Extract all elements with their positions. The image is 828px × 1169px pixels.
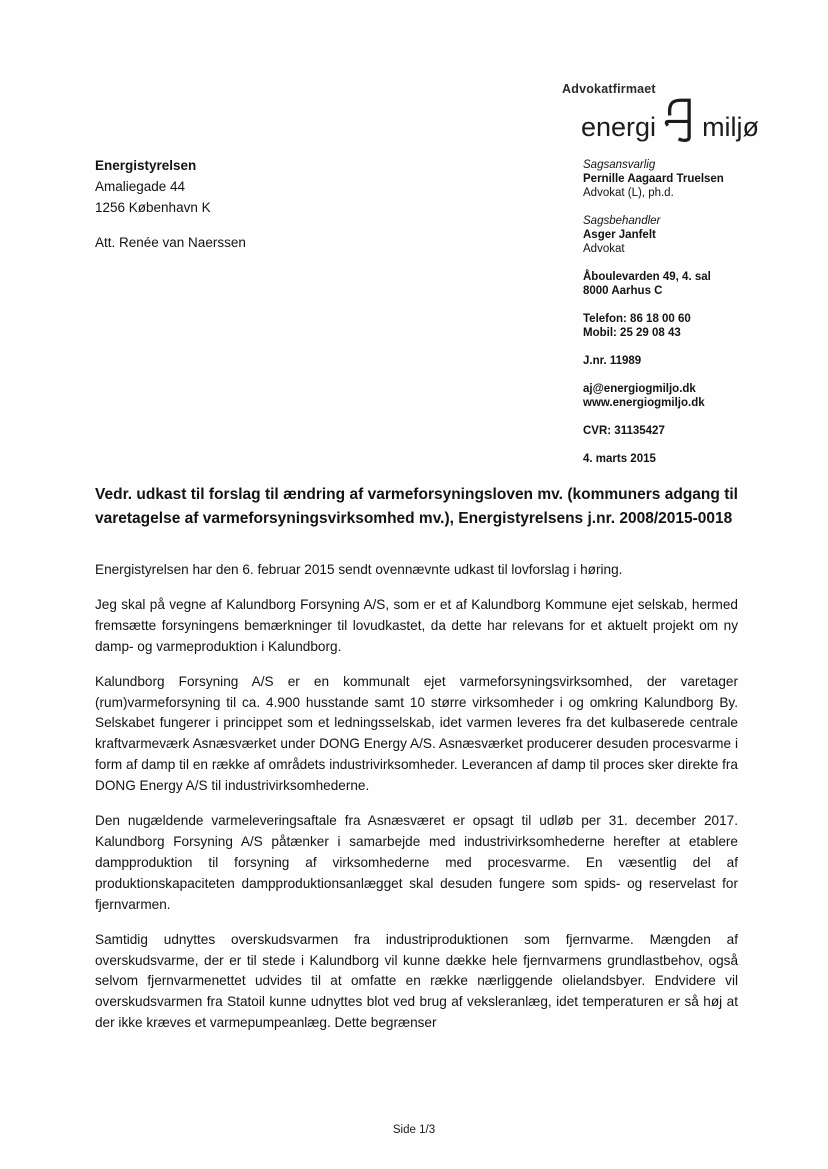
logo-word-energi: energi — [581, 112, 657, 142]
subject-heading: Vedr. udkast til forslag til ændring af varmeforsyningsloven mv. (kommuners adgang til varetagelse af varmeforsyningsvirksomhed mv.), Energistyrelsens j.nr. 2008/2015-0018 — [95, 486, 738, 527]
firm-phone-block — [583, 312, 753, 340]
firm-city: 8000 Aarhus C — [583, 285, 663, 297]
case-handler-label: Sagsbehandler — [583, 215, 661, 227]
firm-logo — [562, 82, 759, 143]
firm-address-block — [583, 270, 753, 298]
page-number: Side 1/3 — [392, 1124, 436, 1136]
letter-body — [95, 560, 738, 1048]
recipient-street: Amaliegade 44 — [95, 179, 186, 194]
paragraph-5: Samtidig udnyttes overskudsvarmen fra industriproduktionen som fjernvarme. Mængden af overskudsvarme, der er til stede i Kalundborg vil kunne dække hele fjernvarmens grundlastbehov, også selvom fjernvarmenettet udvides til at omfatte en række nærliggende olielandsbyer. Endvidere vil overskudsvarmen fra Statoil kunne udnyttes blot ved brug af veksleranlæg, idet temperaturen er så høj at der ikke kræves et varmepumpeanlæg. Dette begrænser — [95, 931, 738, 1031]
case-handler-name: Asger Janfelt — [583, 229, 656, 241]
letterhead-info-panel — [583, 158, 753, 480]
firm-phone: Telefon: 86 18 00 60 — [583, 313, 691, 325]
firm-email: aj@energiogmiljo.dk — [583, 383, 696, 395]
paragraph-4: Den nugældende varmeleveringsaftale fra Asnæsværet er opsagt til udløb per 31. december 2017. Kalundborg Forsyning A/S påtænker i samarbejde med industrivirksomhederne herefter at etablere dampproduktion til forsyning af virksomhederne med procesvarme. En væsentlig del af produktionskapaciteten dampproduktionsanlægget skal desuden fungere som spids- og reservelast for fjernvarmen. — [95, 813, 738, 912]
recipient-city: 1256 København K — [95, 200, 211, 215]
case-responsible-title: Advokat (L), ph.d. — [583, 187, 674, 199]
letter-date: 4. marts 2015 — [583, 453, 656, 465]
firm-mobile: Mobil: 25 29 08 43 — [583, 327, 681, 339]
ampersand-logo-icon — [662, 97, 696, 143]
case-responsible-label: Sagsansvarlig — [583, 159, 656, 171]
case-handler-block — [583, 214, 753, 256]
paragraph-2: Jeg skal på vegne af Kalundborg Forsyning A/S, som er et af Kalundborg Kommune ejet selskab, hermed fremsætte forsyningens bemærkninger til lovudkastet, da dette har relevans for et aktuelt projekt om ny damp- og varmeproduktion i Kalundborg. — [95, 596, 738, 654]
logo-word-miljo: miljø — [702, 112, 760, 142]
case-handler-title: Advokat — [583, 243, 625, 255]
case-number: J.nr. 11989 — [583, 355, 642, 367]
paragraph-1: Energistyrelsen har den 6. februar 2015 sendt ovennævnte udkast til lovforslag i høring. — [95, 562, 623, 577]
case-responsible-name: Pernille Aagaard Truelsen — [583, 173, 724, 185]
firm-website: www.energiogmiljo.dk — [583, 397, 705, 409]
paragraph-3: Kalundborg Forsyning A/S er en kommunalt ejet varmeforsyningsvirksomhed, der varetager (rum)varmeforsyning til ca. 4.900 husstande samt 10 større virksomheder i og omkring Kalundborg By. Selskabet fungerer i princippet som et ledningsselskab, idet varmen leveres fra det kulbaserede centrale kraftvarmeværk Asnæsværket under DONG Energy A/S. Asnæsværket producerer desuden procesvarme i form af damp til en række af områdets industrivirksomheder. Leverancen af damp til proces sker direkte fra DONG Energy A/S til industrivirksomhederne. — [95, 673, 738, 794]
recipient-attention: Att. Renée van Naerssen — [95, 235, 246, 250]
recipient-address-block — [95, 155, 246, 253]
firm-cvr: CVR: 31135427 — [583, 425, 665, 437]
case-responsible-block — [583, 158, 753, 200]
firm-street: Åboulevarden 49, 4. sal — [583, 271, 711, 283]
firm-contact-block — [583, 382, 753, 410]
logo-wordmark — [581, 97, 759, 143]
recipient-name: Energistyrelsen — [95, 158, 197, 173]
logo-firm-type: Advokatfirmaet — [562, 82, 656, 96]
